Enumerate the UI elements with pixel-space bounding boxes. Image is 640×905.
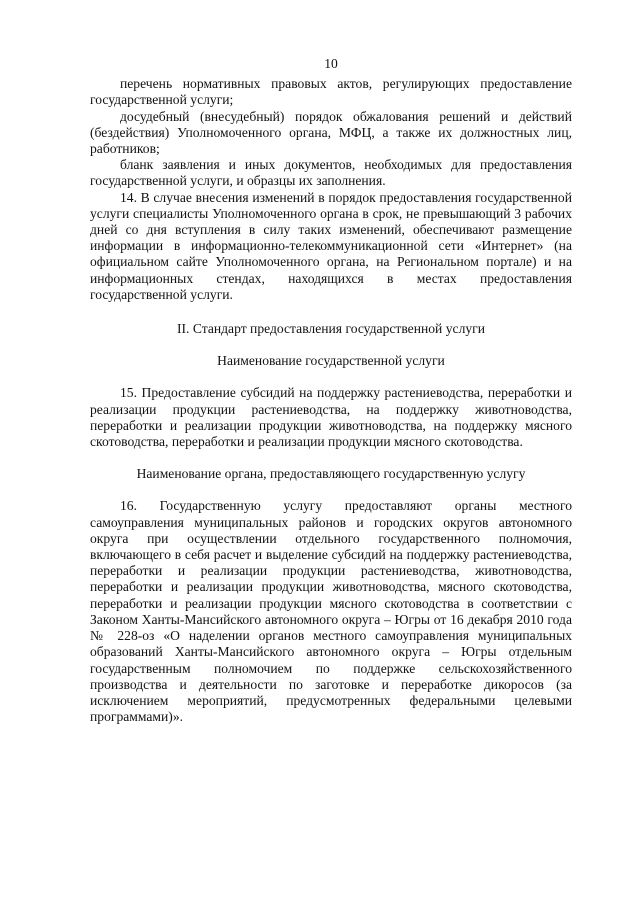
- subheading-service-name: Наименование государственной услуги: [217, 353, 445, 369]
- paragraph-15: 15. Предоставление субсидий на поддержку растениеводства, переработки и реализации продукции растениеводства, на поддержку животноводства, переработки и реализации продукции животноводства, на поддержку мясного скотоводства, переработки и реализации продукции мясного скотоводства.: [90, 385, 572, 450]
- paragraph-application-forms: бланк заявления и иных документов, необходимых для предоставления государственной услуги, и образцы их заполнения.: [90, 157, 572, 189]
- paragraph-list-acts: перечень нормативных правовых актов, регулирующих предоставление государственной услуги;: [90, 76, 572, 108]
- paragraph-16: 16. Государственную услугу предоставляют органы местного самоуправления муниципальных районов и городских округов автономного округа при осуществлении отдельного государственного полномочия, включающего в себя расчет и выделение субсидий на поддержку растениеводства, переработки и реализации продукции растениеводства, животноводства, переработки и реализации продукции животноводства, мясного скотоводства, переработки и реализации продукции мясного скотоводства в соответствии с Законом Ханты-Мансийского автономного округа – Югры от 16 декабря 2010 года № 228-оз «О наделении органов местного самоуправления муниципальных образований Ханты-Мансийского автономного округа – Югры отдельным государственным полномочием по поддержке сельскохозяйственного производства и деятельности по заготовке и переработке дикоросов (за исключением мероприятий, предусмотренных федеральными целевыми программами)».: [90, 498, 572, 725]
- page-number: 10: [324, 56, 338, 71]
- subheading-authority-name: Наименование органа, предоставляющего государственную услугу: [136, 466, 526, 482]
- paragraph-14: 14. В случае внесения изменений в порядок предоставления государственной услуги специалисты Уполномоченного органа в срок, не превышающий 3 рабочих дней со дня вступления в силу таких изменений, обеспечивают размещение информации в информационно-телекоммуникационной сети «Интернет» (на официальном сайте Уполномоченного органа, на Региональном портале) и на информационных стендах, находящихся в местах предоставления государственной услуги.: [90, 189, 572, 302]
- section-heading: II. Стандарт предоставления государственной услуги: [176, 321, 485, 337]
- paragraph-appeal-procedure: досудебный (внесудебный) порядок обжалования решений и действий (бездействия) Уполномоченного органа, МФЦ, а также их должностных лиц, работников;: [90, 108, 572, 157]
- document-page: [90, 56, 572, 725]
